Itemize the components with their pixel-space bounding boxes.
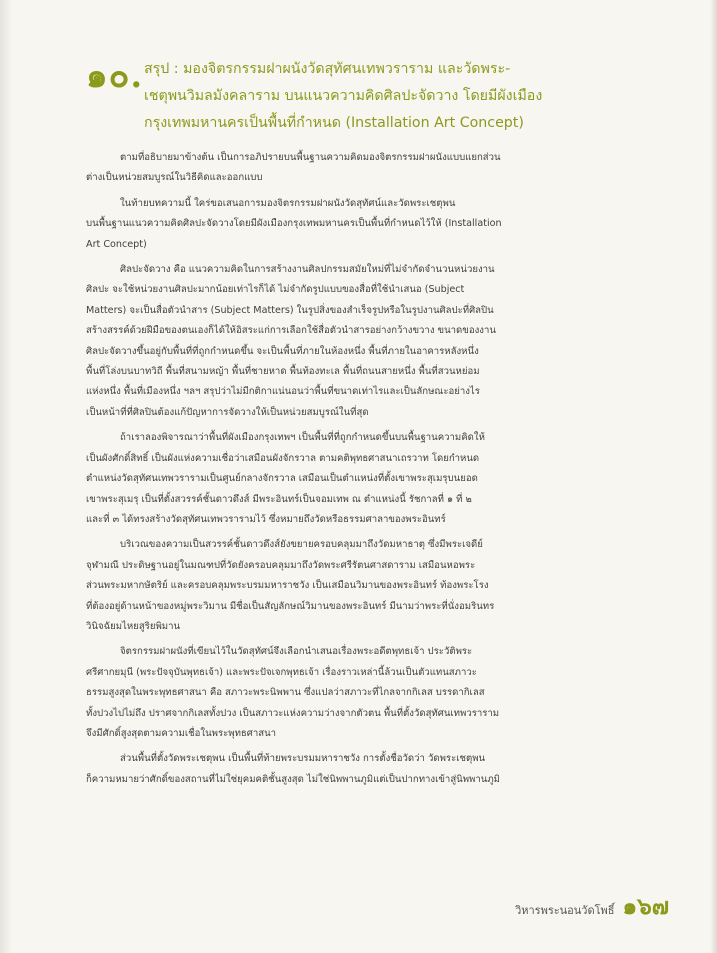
- text-line: พื้นที่โล่งบนบาทวิถี พื้นที่สนามหญ้า พื้นที่ชายหาด พื้นท้องทะเล พื้นที่ถนนสายหนึ่ง พื้นที่สวนหย่อม: [86, 366, 480, 378]
- text-line: และที่ ๓ ได้ทรงสร้างวัดสุทัศนเทพวรารามไว้ ซึ่งหมายถึงวัดหรือธรรมศาลาของพระอินทร์: [86, 513, 446, 525]
- paragraph: [86, 749, 666, 790]
- paragraph: [86, 428, 666, 530]
- text-line: ที่ต้องอยู่ด้านหน้าของหมู่พระวิมาน มีชื่อเป็นสัญลักษณ์วิมานของพระอินทร์ มีนามว่าพระที่นั่งอมรินทร: [86, 600, 495, 612]
- text-line: Matters) จะเป็นสื่อตัวนำสาร (Subject Matters) ในรูปสิ่งของสำเร็จรูปหรือในรูปงานศิลปะที่ศิลปิน: [86, 304, 494, 316]
- text-line: บนพื้นฐานแนวความคิดศิลปะจัดวางโดยมีผังเมืองกรุงเทพมหานครเป็นพื้นที่กำหนดไว้ให้ (Installation: [86, 218, 502, 230]
- text-line: Art Concept): [86, 238, 147, 250]
- text-line: ส่วนพระมหากษัตริย์ และครอบคลุมพระบรมมหาราชวัง เป็นเสมือนวิมานของพระอินทร์ ท้องพระโรง: [86, 580, 489, 592]
- text-line: ต่างเป็นหน่วยสมบูรณ์ในวิธีคิดและออกแบบ: [86, 172, 263, 184]
- text-line: บริเวณของความเป็นสวรรค์ชั้นดาวดึงส์ยังขยายครอบคลุมมาถึงวัดมหาธาตุ ซึ่งมีพระเจดีย์: [120, 539, 483, 551]
- text-line: วินิจฉัยมไหยสูริยพิมาน: [86, 620, 181, 632]
- text-line: แห่งหนึ่ง พื้นที่เมืองหนึ่ง ฯลฯ สรุปว่าไม่มีกติกาแน่นอนว่าพื้นที่ขนาดเท่าไรและเป็นลักษณะอย่างไร: [86, 386, 480, 398]
- section-title-line: สรุป : มองจิตรกรรมฝาผนังวัดสุทัศนเทพวราราม และวัดพระ-: [144, 61, 511, 77]
- section-number: ๑๐.: [86, 56, 144, 96]
- section-heading: [86, 56, 686, 137]
- section-title-line: เชตุพนวิมลมังคลาราม บนแนวความคิดศิลปะจัดวาง โดยมีผังเมือง: [144, 88, 543, 104]
- text-line: ก็ความหมายว่าศักดิ์ของสถานที่ไม่ใช่ยุคมคติชั้นสูงสุด ไม่ใช่นิพพานภูมิแต่เป็นปากทางเข้าสู่นิพพานภูมิ: [86, 773, 500, 785]
- page-gutter-shadow: [0, 0, 12, 953]
- text-line: เป็นหน้าที่ที่ศิลปินต้องแก้ปัญหาการจัดวางให้เป็นหน่วยสมบูรณ์ในที่สุด: [86, 406, 369, 418]
- page-number: ๑๖๗: [622, 893, 669, 920]
- text-line: จิตรกรรมฝาผนังที่เขียนไว้ในวัดสุทัศน์จึงเลือกนำเสนอเรื่องพระอดีตพุทธเจ้า ประวัติพระ: [120, 646, 473, 658]
- paragraph: [86, 148, 666, 189]
- text-line: เป็นผังศักดิ์สิทธิ์ เป็นผังแห่งความเชื่อว่าเสมือนผังจักรวาล ตามคติพุทธศาสนาเถรวาท โดยกำหนด: [86, 452, 480, 464]
- text-line: ตำแหน่งวัดสุทัศนเทพวรารามเป็นศูนย์กลางจักรวาล เสมือนเป็นตำแหน่งที่ตั้งเขาพระสุเมรุบนยอด: [86, 473, 478, 485]
- text-line: ในท้ายบทความนี้ ใคร่ขอเสนอการมองจิตรกรรมฝาผนังวัดสุทัศน์และวัดพระเชตุพน: [120, 197, 456, 209]
- page-edge-shadow: [710, 0, 717, 953]
- text-line: ศรีศากยมุนี (พระปัจจุบันพุทธเจ้า) และพระปัจเจกพุทธเจ้า เรื่องราวเหล่านี้ล้วนเป็นตัวแทนสภาวะ: [86, 666, 477, 678]
- text-line: จุฬามณี ประดิษฐานอยู่ในมณฑปที่วัดยังครอบคลุมมาถึงวัดพระศรีรัตนศาสดาราม เสมือนหอพระ: [86, 559, 476, 571]
- text-line: สร้างสรรค์ด้วยฝีมือของตนเองก็ได้ให้อิสระแก่การเลือกใช้สื่อตัวนำสารอย่างกว้างขวาง ขนาดของงาน: [86, 325, 496, 337]
- text-line: เขาพระสุเมรุ เป็นที่ตั้งสวรรค์ชั้นดาวดึงส์ มีพระอินทร์เป็นจอมเทพ ณ ตำแหน่งนี้ รัชกาลที่ ๑ ที่ ๒: [86, 493, 472, 505]
- text-line: ตามที่อธิบายมาข้างต้น เป็นการอภิปรายบนพื้นฐานความคิดมองจิตรกรรมฝาผนังแบบแยกส่วน: [120, 152, 501, 163]
- text-line: ศิลปะจัดวาง คือ แนวความคิดในการสร้างงานศิลปกรรมสมัยใหม่ที่ไม่จำกัดจำนวนหน่วยงาน: [120, 264, 495, 276]
- text-line: จึงมีศักดิ์สูงสุดตามความเชื่อในพระพุทธศาสนา: [86, 727, 277, 739]
- page-footer: [515, 889, 669, 925]
- text-line: ทั้งปวงไปไม่ถึง ปราศจากกิเลสทั้งปวง เป็นสภาวะแห่งความว่างจากตัวตน พื้นที่ตั้งวัดสุทัศนเทพวราราม: [86, 707, 500, 719]
- text-line: ส่วนพื้นที่ตั้งวัดพระเชตุพน เป็นพื้นที่ท้ายพระบรมมหาราชวัง การตั้งชื่อวัดว่า วัดพระเชตุพน: [120, 753, 486, 765]
- paragraph: [86, 535, 666, 637]
- body-text: [86, 148, 666, 795]
- text-line: ถ้าเราลองพิจารณาว่าพื้นที่ผังเมืองกรุงเทพฯ เป็นพื้นที่ที่ถูกกำหนดขึ้นบนพื้นฐานความคิดให้: [120, 432, 485, 444]
- paragraph: [86, 260, 666, 423]
- text-line: ศิลปะ จะใช้หน่วยงานศิลปะมากน้อยเท่าไรก็ได้ ไม่จำกัดรูปแบบของสื่อที่ใช้นำเสนอ (Subject: [86, 284, 465, 296]
- text-line: ธรรมสูงสุดในพระพุทธศาสนา คือ สภาวะพระนิพพาน ซึ่งแปลว่าสภาวะที่ไกลจากกิเลส บรรดากิเลส: [86, 687, 485, 699]
- paragraph: [86, 194, 666, 255]
- section-title-line: กรุงเทพมหานครเป็นพื้นที่กำหนด (Installation Art Concept): [144, 115, 524, 131]
- paragraph: [86, 642, 666, 744]
- running-footer-title: วิหารพระนอนวัดโพธิ์: [515, 904, 615, 917]
- section-title: [144, 56, 686, 137]
- text-line: ศิลปะจัดวางขึ้นอยู่กับพื้นที่ที่ถูกกำหนดขึ้น จะเป็นพื้นที่ภายในห้องหนึ่ง พื้นที่ภายในอาคารหลังหนึ่ง: [86, 345, 479, 357]
